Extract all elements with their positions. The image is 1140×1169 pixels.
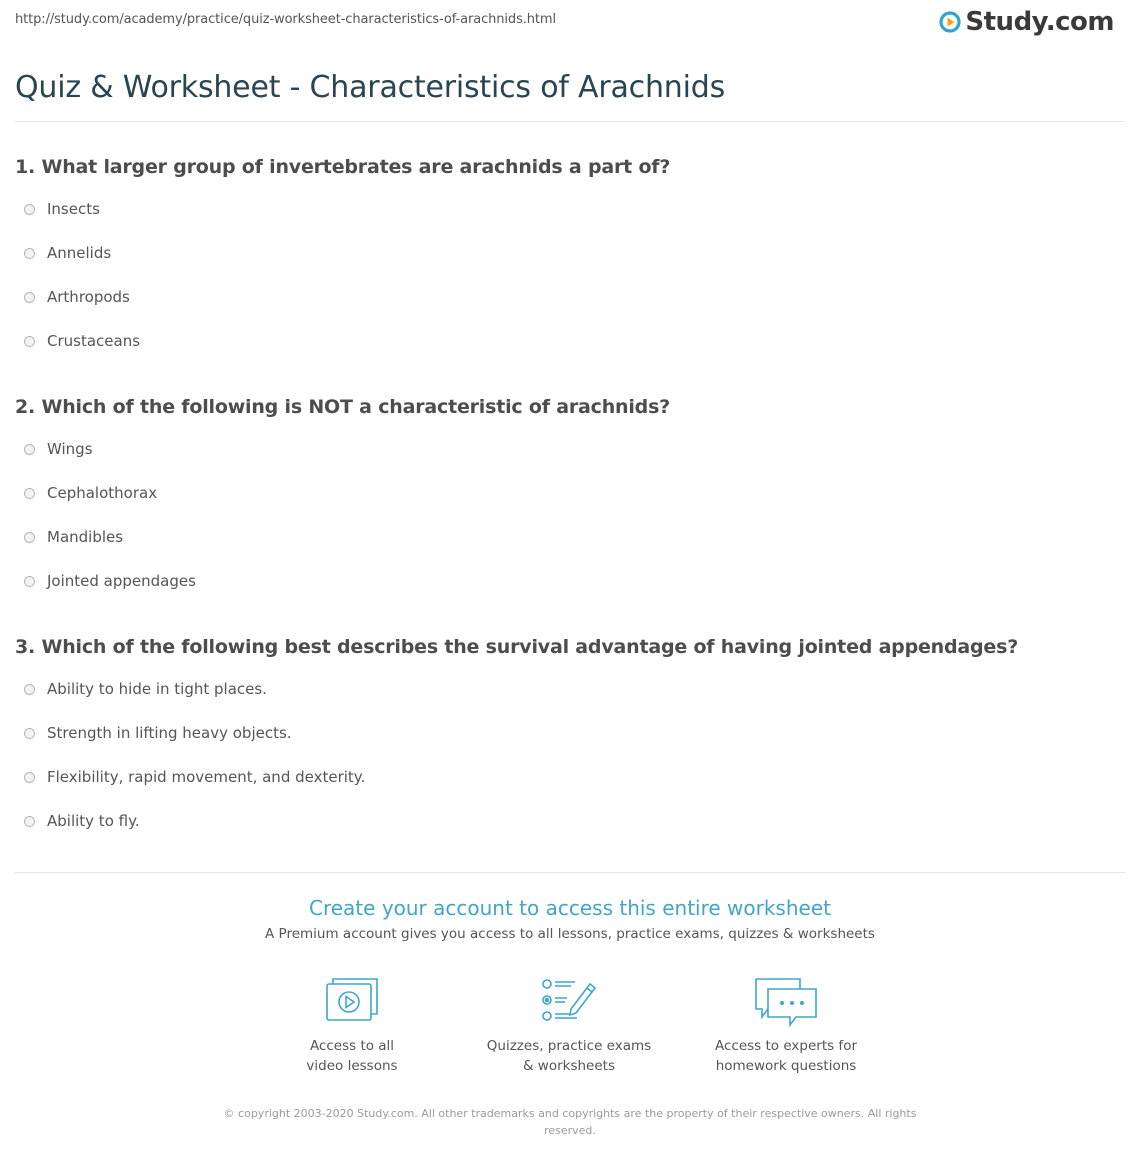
question-2-option-1[interactable] [24, 440, 93, 458]
radio-button[interactable] [24, 816, 35, 827]
title-divider [15, 121, 1125, 122]
logo-text: Study.com [965, 7, 1114, 37]
radio-button[interactable] [24, 576, 35, 587]
option-label: Ability to hide in tight places. [47, 680, 267, 698]
option-label: Cephalothorax [47, 484, 158, 502]
feature-label-line2: video lessons [306, 1058, 398, 1074]
option-label: Crustaceans [47, 332, 141, 350]
option-label: Mandibles [47, 528, 124, 546]
option-label: Flexibility, rapid movement, and dexterity. [47, 768, 366, 786]
radio-button[interactable] [24, 728, 35, 739]
page-title: Quiz & Worksheet - Characteristics of Arachnids [15, 70, 726, 105]
study-logo[interactable] [939, 7, 1114, 37]
radio-button[interactable] [24, 532, 35, 543]
question-1-option-2[interactable] [24, 244, 111, 262]
header [0, 0, 1140, 48]
question-2-option-3[interactable] [24, 528, 123, 546]
question-1-option-3[interactable] [24, 288, 130, 306]
question-3-option-2[interactable] [24, 724, 292, 742]
feature-label-line1: Access to experts for [714, 1038, 857, 1054]
question-3-option-3[interactable] [24, 768, 365, 786]
option-label: Ability to fly. [47, 812, 140, 830]
radio-button[interactable] [24, 248, 35, 259]
video-lessons-icon [325, 976, 379, 1024]
cta-divider [15, 872, 1125, 873]
chat-bubbles-icon [754, 976, 818, 1028]
radio-button[interactable] [24, 488, 35, 499]
option-label: Strength in lifting heavy objects. [47, 724, 292, 742]
option-label: Jointed appendages [47, 572, 196, 590]
question-1-option-1[interactable] [24, 200, 100, 218]
question-3-option-4[interactable] [24, 812, 140, 830]
option-label: Arthropods [47, 288, 130, 306]
play-circle-icon [939, 11, 961, 33]
feature-quizzes [469, 976, 669, 1076]
radio-button[interactable] [24, 684, 35, 695]
option-label: Wings [47, 440, 93, 458]
question-1: 1. What larger group of invertebrates are arachnids a part of? [15, 156, 671, 178]
copyright-notice [200, 1105, 940, 1139]
feature-experts [686, 976, 886, 1076]
question-2-option-2[interactable] [24, 484, 157, 502]
feature-label-line2: & worksheets [522, 1058, 615, 1074]
feature-label-line1: Quizzes, practice exams [486, 1038, 652, 1054]
radio-button[interactable] [24, 336, 35, 347]
option-label: Insects [47, 200, 100, 218]
feature-label-line2: homework questions [715, 1058, 857, 1074]
quiz-checklist-icon [541, 976, 597, 1024]
radio-button[interactable] [24, 292, 35, 303]
copyright-line1: © copyright 2003-2020 Study.com. All other trademarks and copyrights are the property of their respective owners. All rights [223, 1107, 917, 1120]
cta-subtitle: A Premium account gives you access to all lessons, practice exams, quizzes & worksheets [265, 926, 875, 942]
radio-button[interactable] [24, 204, 35, 215]
option-label: Annelids [47, 244, 112, 262]
question-2: 2. Which of the following is NOT a characteristic of arachnids? [15, 396, 671, 418]
feature-label-line1: Access to all [309, 1038, 395, 1054]
question-3: 3. Which of the following best describes the survival advantage of having jointed appendages? [15, 636, 1019, 658]
copyright-line2: reserved. [544, 1124, 596, 1137]
page-url: http://study.com/academy/practice/quiz-worksheet-characteristics-of-arachnids.html [15, 12, 556, 27]
radio-button[interactable] [24, 444, 35, 455]
question-2-option-4[interactable] [24, 572, 196, 590]
feature-video-lessons [252, 976, 452, 1076]
radio-button[interactable] [24, 772, 35, 783]
question-1-option-4[interactable] [24, 332, 140, 350]
question-3-option-1[interactable] [24, 680, 267, 698]
create-account-link[interactable]: Create your account to access this entire worksheet [309, 896, 831, 920]
